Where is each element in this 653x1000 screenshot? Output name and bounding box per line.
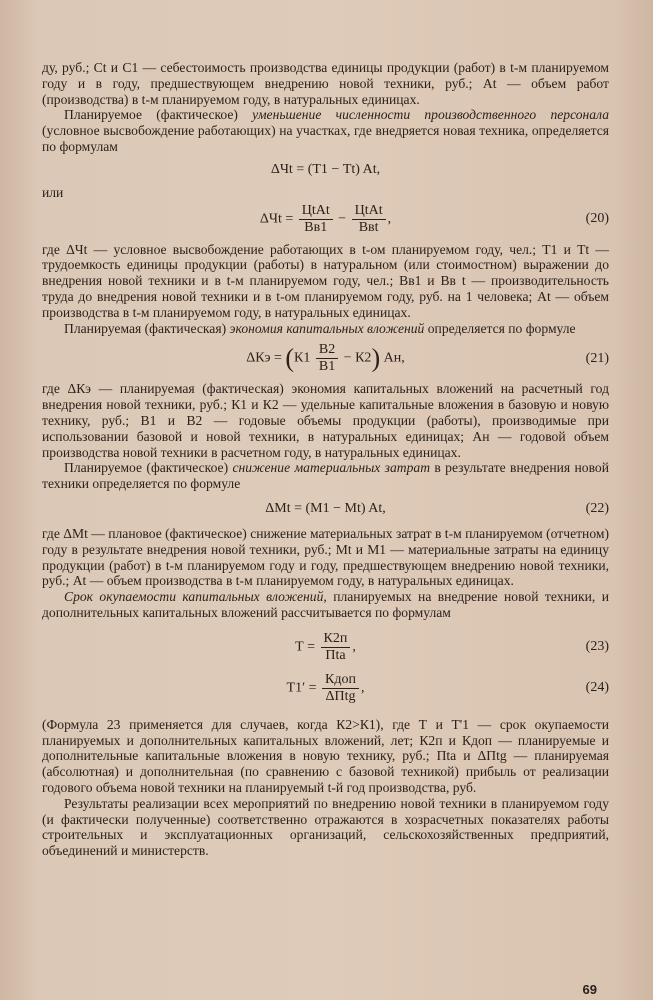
word-or: или	[42, 184, 64, 200]
text-run: в результате внедрения новой техники определяется по формуле	[42, 460, 609, 492]
paragraph-definitions-22: где ΔМt — плановое (фактическое) снижение материальных затрат в t-м планируемом (отчетном) году в результате внедрения новой техники, руб.; Мt и М1 — материальные затраты на единицу продукции (работ) в t-м планируемом году и году, предшествующем внедрению новой техники, руб.; At — объем производства в t-м планируемом году, в натуральных единицах.	[42, 525, 609, 589]
emphasis-term: экономия капитальных вложений	[229, 320, 425, 336]
punctuation: ,	[360, 680, 365, 696]
formula-lhs: Т =	[295, 639, 316, 655]
fraction	[352, 203, 386, 236]
term: Ан,	[383, 351, 405, 367]
text-run: определяется по формуле	[424, 320, 576, 336]
paren-close: )	[371, 343, 381, 373]
numerator: В2	[316, 342, 338, 359]
formula-20	[42, 203, 609, 236]
denominator: Пta	[325, 647, 346, 663]
text-run: Планируемое (фактическое)	[64, 460, 233, 476]
paragraph-definitions-20: где ΔЧt — условное высвобождение работающих в t-ом планируемом году, чел.; Т1 и Тt — трудоемкость единицы продукции (работы) в натуральном (или стоимостном) выражении до внедрения новой техники и в t-м планируемом году, чел.; Вв1 и Вв t — производительность труда до внедрения новой техники и в t-ом планируемом году, руб. на 1 человека; At — объем производства в t-м планируемом году, в натуральных единицах.	[42, 241, 609, 320]
formula-24	[42, 672, 609, 705]
formula-lhs: Т1′ =	[286, 680, 317, 696]
punctuation: ,	[352, 639, 356, 655]
formula-22	[42, 500, 609, 518]
formula-23	[42, 631, 609, 664]
formula-lhs: ΔЧt =	[259, 211, 294, 227]
formula-lhs: ΔКэ =	[246, 351, 282, 367]
formula-number: (24)	[585, 680, 609, 696]
formula-number: (21)	[585, 350, 609, 366]
operator: −	[338, 211, 347, 227]
paragraph-material-costs	[42, 460, 609, 492]
emphasis-term: снижение материальных затрат	[232, 460, 431, 476]
emphasis-term: уменьшение численности производственного персонала	[252, 107, 609, 123]
denominator: В1	[318, 359, 336, 375]
formula-text: ΔЧt = (Т1 − Тt) At,	[270, 161, 381, 177]
fraction	[321, 631, 351, 664]
fraction	[322, 672, 359, 705]
text-run: Планируемая (фактическая)	[64, 320, 230, 336]
numerator: ЦtAt	[299, 203, 333, 220]
text-run: планируемых на внедрение новой техники, и дополнительных капитальных вложений рассчитывается по формулам	[42, 589, 609, 620]
denominator: Ввt	[358, 219, 379, 235]
denominator: Вв1	[304, 219, 328, 235]
numerator: Кдоп	[322, 672, 359, 689]
formula-number: (23)	[585, 639, 609, 655]
numerator: К2п	[321, 631, 351, 648]
fraction	[316, 342, 338, 375]
punctuation: ,	[387, 211, 392, 227]
paragraph-definitions-21: где ΔКэ — планируемая (фактическая) экономия капитальных вложений на расчетный год внедрения новой техники, руб.; К1 и К2 — удельные капитальные вложения в базовую и новую технику, руб.; В1 и В2 — годовые объемы продукции (работы), производимые при использовании базовой и новой техники, в натуральных единицах; Ан — годовой объем производства новой техники в расчетном году, в натуральных единицах.	[42, 381, 609, 460]
formula-19	[42, 161, 609, 179]
text-run: Планируемое (фактическое)	[64, 107, 253, 123]
emphasis-term: Срок окупаемости капитальных вложений,	[64, 589, 327, 605]
page-number: 69	[582, 982, 597, 997]
formula-number: (20)	[585, 211, 609, 227]
paren-open: (	[285, 343, 295, 373]
term: − К2	[343, 351, 372, 367]
paragraph-continuation: ду, руб.; Ct и C1 — себестоимость производства единицы продукции (работ) в t-м планируемом году и в году, предшествующем внедрению новой техники, руб.; At — объем работ (производства) в t-м планируемом году, в натуральных единицах.	[42, 60, 609, 107]
paragraph-capital-savings	[42, 321, 609, 337]
fraction	[299, 203, 333, 236]
numerator: ЦtAt	[352, 203, 386, 220]
term: К1	[294, 351, 311, 367]
formula-text: ΔМt = (М1 − Мt) At,	[265, 500, 386, 516]
paragraph-staff-reduction	[42, 107, 609, 154]
text-run: (условное высвобождение работающих) на участках, где внедряется новая техника, определяется по формулам	[42, 123, 609, 154]
paragraph-results: Результаты реализации всех мероприятий по внедрению новой техники в планируемом году (и фактически полученные) соответственно отражаются в хозрасчетных показателях работы строительных и эксплуатационных организаций, сельскохозяйственных предприятий, объединений и министерств.	[42, 795, 609, 859]
paragraph-payback	[42, 589, 609, 621]
formula-21	[42, 342, 609, 375]
paragraph-definitions-23-24: (Формула 23 применяется для случаев, когда К2>К1), где Т и Т'1 — срок окупаемости планируемых и дополнительных капитальных вложений, лет; К2п и Кдоп — планируемые и дополнительные капитальные вложения в новую технику, руб.; Пta и ΔПtg — планируемая (абсолютная) и дополнительная (по сравнению с базовой техникой) прибыль от реализации годового объема новой техники на планируемый t-й год производства, руб.	[42, 716, 609, 795]
denominator: ΔПtg	[325, 688, 356, 704]
formula-number: (22)	[585, 500, 609, 516]
